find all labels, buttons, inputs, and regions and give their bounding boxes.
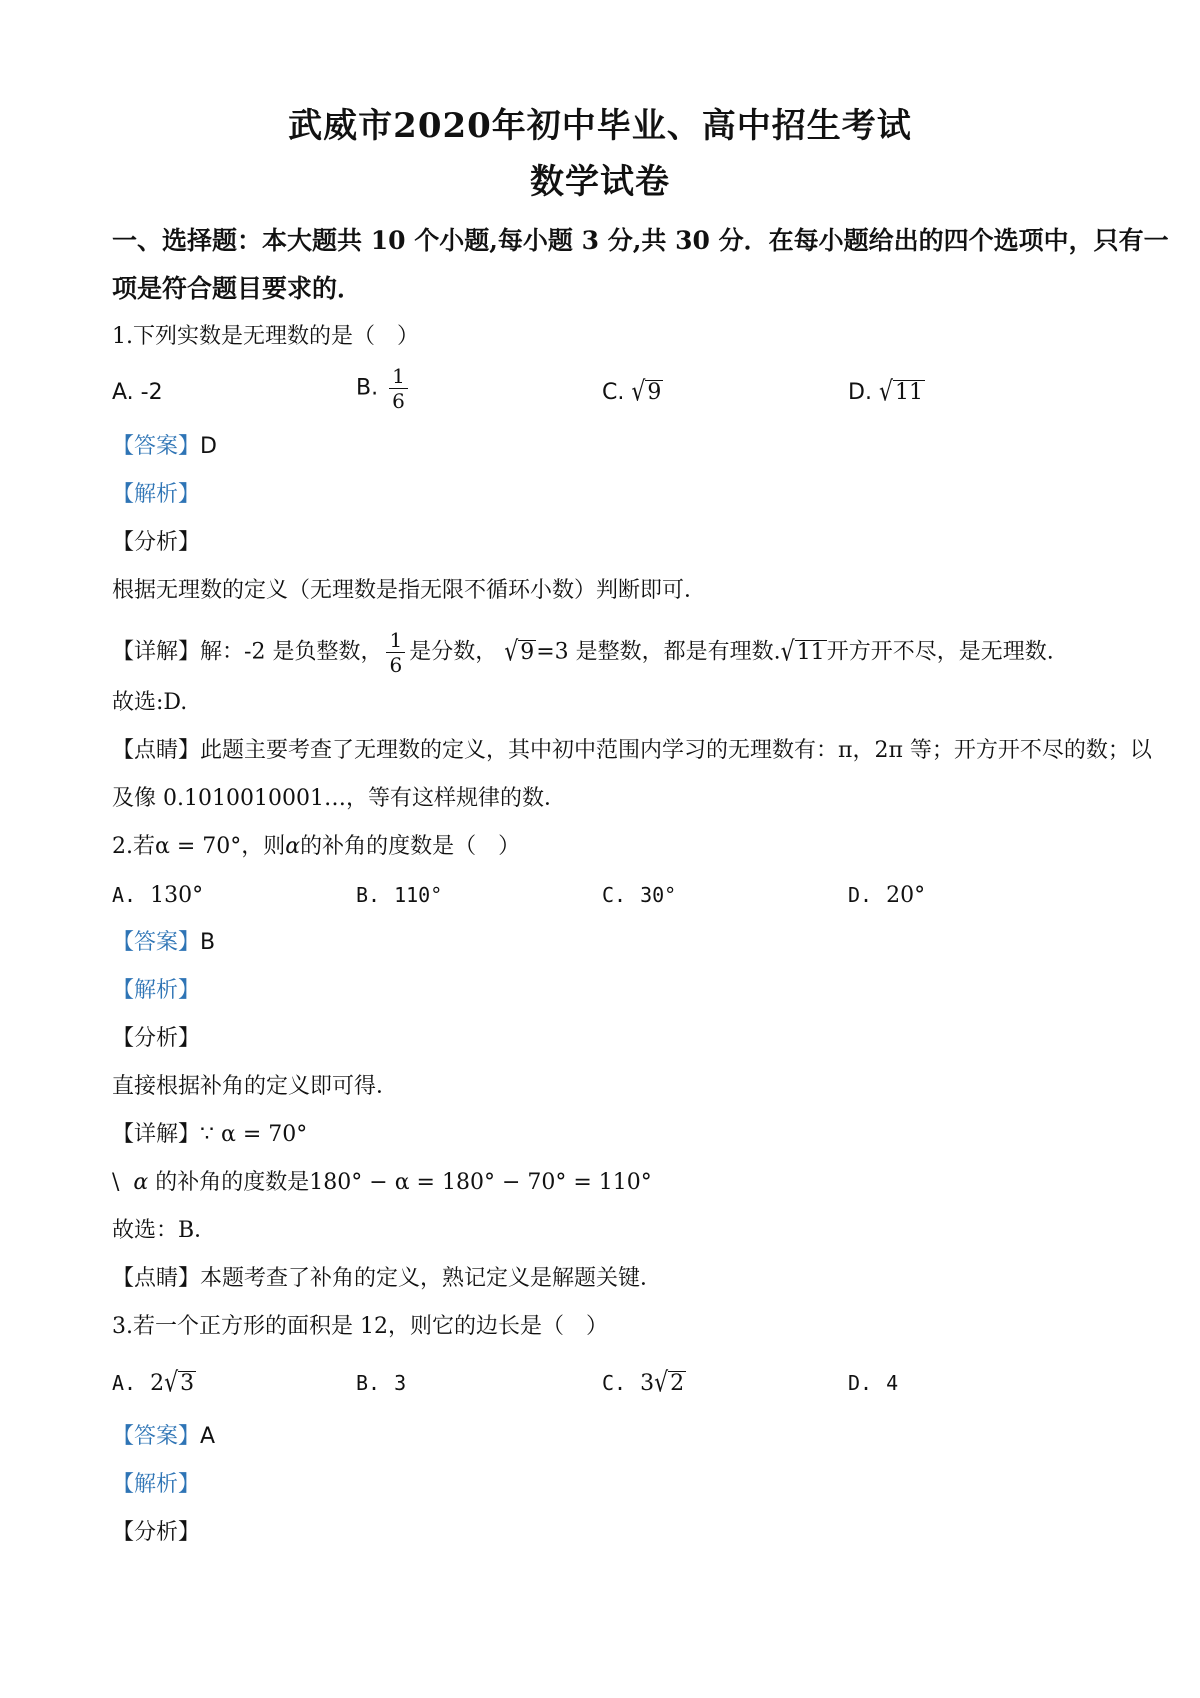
q2-choose: 故选：B． (112, 1218, 217, 1243)
alpha-symbol: α (285, 834, 301, 859)
option-value: 3 (394, 1371, 407, 1395)
q1-option-c-label: C. (602, 380, 625, 405)
detail-text: =3 是整数，都是有理数. (536, 639, 781, 665)
detail-text: 的补角的度数是 (155, 1170, 310, 1195)
detail-text: 解：-2 是负整数， (200, 639, 383, 665)
detail-tag: 【详解】 (112, 1122, 201, 1147)
q1-option-c-sqrt: √9 (631, 376, 662, 408)
q3-answer (112, 1422, 215, 1452)
q2-detail-line2 (112, 1168, 652, 1198)
option-value: 130° (150, 883, 204, 908)
q2-option-c (602, 880, 676, 911)
q1-analysis: 根据无理数的定义（无理数是指无限不循环小数）判断即可． (112, 578, 707, 603)
q2-option-d (848, 880, 925, 911)
option-value: 20° (886, 883, 926, 908)
q2-analysis: 直接根据补角的定义即可得． (112, 1074, 399, 1099)
detail-tag: 【详解】 (112, 639, 201, 665)
option-value: 110° (394, 883, 443, 907)
stem-text: 的补角的度数是（ ） (300, 834, 521, 859)
option-label: D. (848, 883, 873, 907)
note-text: 此题主要考查了无理数的定义，其中初中范围内学习的无理数有：π，2π 等；开方开不尽的数；以 (200, 738, 1152, 763)
section-heading: 一、选择题：本大题共 10 个小题,每小题 3 分,共 30 分．在每小题给出的四个选项中，只有一 (112, 226, 1169, 255)
answer-value: D (200, 434, 217, 459)
q2-option-a (112, 880, 203, 911)
q1-option-b-label: B. (356, 375, 379, 401)
detail-text: 开方开不尽，是无理数. (826, 639, 1054, 665)
stem-math: α = 70° (155, 834, 242, 859)
answer-tag: 【答案】 (112, 930, 201, 955)
q2-stem (112, 832, 520, 862)
option-coefficient: 3 (640, 1371, 655, 1396)
q1-option-d (848, 378, 925, 408)
sqrt-3: √3 (164, 1367, 195, 1399)
q1-stem: 1.下列实数是无理数的是（ ） (112, 324, 419, 349)
q1-option-d-label: D. (848, 380, 872, 405)
answer-tag: 【答案】 (112, 434, 201, 459)
fraction-numerator: 1 (389, 364, 408, 389)
q3-option-c (602, 1368, 686, 1399)
fraction-denominator: 6 (389, 653, 403, 677)
detail-sqrt-9: √9 (504, 636, 535, 668)
note-tag: 【点睛】 (112, 1266, 201, 1291)
note-tag: 【点睛】 (112, 738, 201, 763)
q1-option-b (356, 364, 412, 413)
exam-title: 武威市2020年初中毕业、高中招生考试 (288, 106, 912, 146)
option-label: B. (356, 883, 381, 907)
option-coefficient: 2 (150, 1371, 165, 1396)
q1-fenxi-tag: 【分析】 (112, 530, 201, 555)
stem-text: 2.若 (112, 834, 155, 859)
q1-note-cont: 及像 0.1010010001…，等有这样规律的数． (112, 786, 566, 811)
alpha-symbol: α (133, 1170, 149, 1195)
q1-option-b-fraction (389, 364, 408, 413)
backslash-symbol: \ (112, 1170, 120, 1195)
stem-text: ，则 (241, 834, 286, 859)
option-label: D. (848, 1371, 873, 1395)
detail-math: ∵ α = 70° (200, 1122, 308, 1147)
q1-option-c (602, 378, 663, 408)
answer-value: B (200, 930, 216, 955)
exam-subtitle: 数学试卷 (530, 162, 670, 202)
q1-answer (112, 432, 217, 462)
q2-jiexi-tag: 【解析】 (112, 978, 201, 1003)
q2-note (112, 1264, 662, 1294)
note-text: 本题考查了补角的定义，熟记定义是解题关键． (200, 1266, 663, 1291)
option-value: 30° (640, 883, 677, 907)
option-label: A. (112, 883, 137, 907)
answer-value: A (200, 1424, 216, 1449)
q2-detail (112, 1120, 307, 1150)
section-heading-cont: 项是符合题目要求的． (112, 274, 363, 303)
q3-option-b (356, 1368, 406, 1399)
option-label: C. (602, 1371, 627, 1395)
q1-detail (112, 628, 1054, 677)
q3-option-d (848, 1368, 898, 1399)
detail-sqrt-11: √11 (780, 636, 825, 668)
option-label: C. (602, 883, 627, 907)
option-value: 4 (886, 1371, 899, 1395)
detail-text: 是分数， (409, 639, 498, 665)
q3-stem: 3.若一个正方形的面积是 12，则它的边长是（ ） (112, 1314, 608, 1339)
answer-tag: 【答案】 (112, 1424, 201, 1449)
option-label: A. (112, 1371, 137, 1395)
q2-answer (112, 928, 215, 958)
q3-option-a (112, 1368, 196, 1399)
q2-fenxi-tag: 【分析】 (112, 1026, 201, 1051)
sqrt-2: √2 (654, 1367, 685, 1399)
q3-jiexi-tag: 【解析】 (112, 1472, 201, 1497)
q1-note (112, 736, 1152, 766)
q3-fenxi-tag: 【分析】 (112, 1520, 201, 1545)
fraction-numerator: 1 (386, 628, 405, 653)
q2-option-b (356, 880, 442, 911)
fraction-denominator: 6 (392, 389, 405, 413)
detail-math: 180° − α = 180° − 70° = 110° (309, 1170, 652, 1195)
q1-option-d-sqrt: √11 (878, 376, 923, 408)
option-label: B. (356, 1371, 381, 1395)
q1-jiexi-tag: 【解析】 (112, 482, 201, 507)
detail-fraction (386, 628, 405, 677)
q1-option-a: A. -2 (112, 380, 163, 405)
q1-choose: 故选:D. (112, 690, 188, 715)
